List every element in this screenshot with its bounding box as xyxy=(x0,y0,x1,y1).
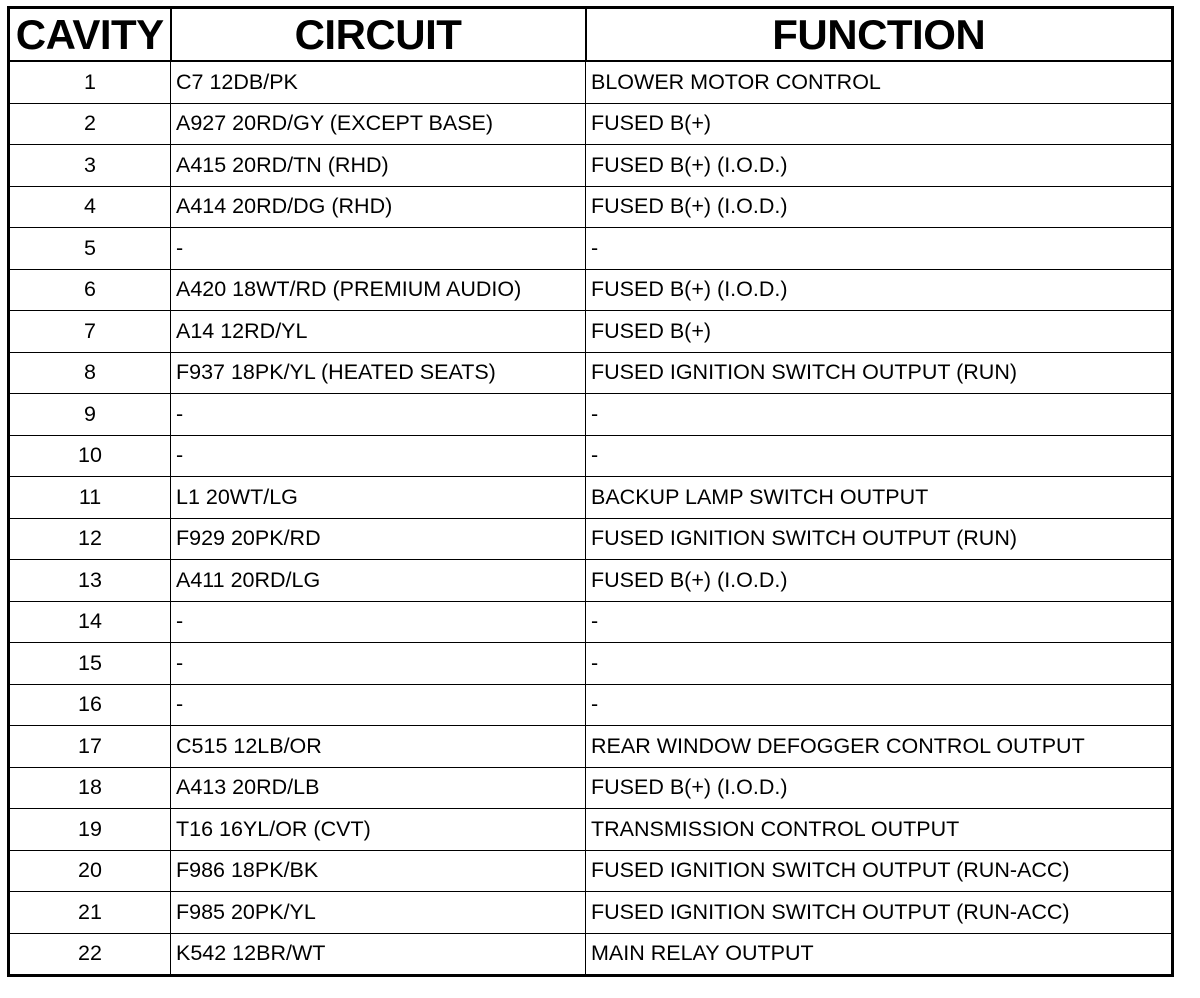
circuit-cell: F929 20PK/RD xyxy=(171,518,586,560)
circuit-cell: T16 16YL/OR (CVT) xyxy=(171,809,586,851)
circuit-cell: A414 20RD/DG (RHD) xyxy=(171,186,586,228)
cavity-cell: 14 xyxy=(9,601,171,643)
table-row xyxy=(9,892,1173,934)
cavity-cell: 16 xyxy=(9,684,171,726)
function-cell: - xyxy=(586,394,1173,436)
table-row xyxy=(9,518,1173,560)
cavity-cell: 4 xyxy=(9,186,171,228)
cavity-cell: 1 xyxy=(9,61,171,103)
cavity-cell: 10 xyxy=(9,435,171,477)
cavity-cell: 17 xyxy=(9,726,171,768)
circuit-cell: - xyxy=(171,228,586,270)
table-row xyxy=(9,809,1173,851)
table-row xyxy=(9,269,1173,311)
table-row xyxy=(9,228,1173,270)
table-row xyxy=(9,477,1173,519)
cavity-cell: 21 xyxy=(9,892,171,934)
function-cell: FUSED IGNITION SWITCH OUTPUT (RUN) xyxy=(586,518,1173,560)
circuit-cell: L1 20WT/LG xyxy=(171,477,586,519)
cavity-cell: 6 xyxy=(9,269,171,311)
cavity-cell: 2 xyxy=(9,103,171,145)
cavity-cell: 22 xyxy=(9,933,171,976)
cavity-cell: 19 xyxy=(9,809,171,851)
table-row xyxy=(9,684,1173,726)
function-cell: FUSED IGNITION SWITCH OUTPUT (RUN) xyxy=(586,352,1173,394)
function-cell: - xyxy=(586,643,1173,685)
circuit-cell: A14 12RD/YL xyxy=(171,311,586,353)
circuit-cell: F985 20PK/YL xyxy=(171,892,586,934)
circuit-cell: A420 18WT/RD (PREMIUM AUDIO) xyxy=(171,269,586,311)
table-row xyxy=(9,850,1173,892)
function-cell: FUSED B(+) xyxy=(586,103,1173,145)
table-header xyxy=(9,8,1173,62)
cavity-cell: 20 xyxy=(9,850,171,892)
circuit-cell: F937 18PK/YL (HEATED SEATS) xyxy=(171,352,586,394)
table-row xyxy=(9,601,1173,643)
circuit-cell: A927 20RD/GY (EXCEPT BASE) xyxy=(171,103,586,145)
table-row xyxy=(9,767,1173,809)
circuit-cell: A415 20RD/TN (RHD) xyxy=(171,145,586,187)
circuit-cell: A413 20RD/LB xyxy=(171,767,586,809)
circuit-cell: K542 12BR/WT xyxy=(171,933,586,976)
circuit-cell: - xyxy=(171,684,586,726)
table-row xyxy=(9,643,1173,685)
function-cell: TRANSMISSION CONTROL OUTPUT xyxy=(586,809,1173,851)
cavity-cell: 13 xyxy=(9,560,171,602)
cavity-cell: 7 xyxy=(9,311,171,353)
function-cell: BACKUP LAMP SWITCH OUTPUT xyxy=(586,477,1173,519)
function-cell: - xyxy=(586,435,1173,477)
table-body xyxy=(9,61,1173,976)
connector-pinout-table xyxy=(7,6,1174,977)
cavity-cell: 5 xyxy=(9,228,171,270)
function-cell: FUSED B(+) (I.O.D.) xyxy=(586,269,1173,311)
table-row xyxy=(9,726,1173,768)
circuit-cell: C515 12LB/OR xyxy=(171,726,586,768)
function-cell: MAIN RELAY OUTPUT xyxy=(586,933,1173,976)
function-cell: REAR WINDOW DEFOGGER CONTROL OUTPUT xyxy=(586,726,1173,768)
cavity-cell: 12 xyxy=(9,518,171,560)
circuit-cell: - xyxy=(171,394,586,436)
function-cell: FUSED IGNITION SWITCH OUTPUT (RUN-ACC) xyxy=(586,850,1173,892)
function-cell: BLOWER MOTOR CONTROL xyxy=(586,61,1173,103)
function-cell: FUSED IGNITION SWITCH OUTPUT (RUN-ACC) xyxy=(586,892,1173,934)
circuit-cell: A411 20RD/LG xyxy=(171,560,586,602)
function-cell: FUSED B(+) (I.O.D.) xyxy=(586,145,1173,187)
circuit-cell: - xyxy=(171,601,586,643)
cavity-cell: 18 xyxy=(9,767,171,809)
header-row xyxy=(9,8,1173,62)
cavity-cell: 9 xyxy=(9,394,171,436)
header-function: FUNCTION xyxy=(586,8,1173,62)
table-row xyxy=(9,145,1173,187)
function-cell: FUSED B(+) xyxy=(586,311,1173,353)
function-cell: FUSED B(+) (I.O.D.) xyxy=(586,560,1173,602)
table-row xyxy=(9,61,1173,103)
function-cell: FUSED B(+) (I.O.D.) xyxy=(586,186,1173,228)
table-row xyxy=(9,933,1173,976)
circuit-cell: - xyxy=(171,643,586,685)
circuit-cell: F986 18PK/BK xyxy=(171,850,586,892)
function-cell: - xyxy=(586,684,1173,726)
cavity-cell: 15 xyxy=(9,643,171,685)
circuit-cell: C7 12DB/PK xyxy=(171,61,586,103)
function-cell: - xyxy=(586,228,1173,270)
table-row xyxy=(9,103,1173,145)
function-cell: - xyxy=(586,601,1173,643)
table-row xyxy=(9,435,1173,477)
table-row xyxy=(9,394,1173,436)
table-row xyxy=(9,311,1173,353)
circuit-cell: - xyxy=(171,435,586,477)
cavity-cell: 11 xyxy=(9,477,171,519)
table-row xyxy=(9,352,1173,394)
cavity-cell: 3 xyxy=(9,145,171,187)
header-circuit: CIRCUIT xyxy=(171,8,586,62)
table-row xyxy=(9,560,1173,602)
table-row xyxy=(9,186,1173,228)
function-cell: FUSED B(+) (I.O.D.) xyxy=(586,767,1173,809)
cavity-cell: 8 xyxy=(9,352,171,394)
header-cavity: CAVITY xyxy=(9,8,171,62)
